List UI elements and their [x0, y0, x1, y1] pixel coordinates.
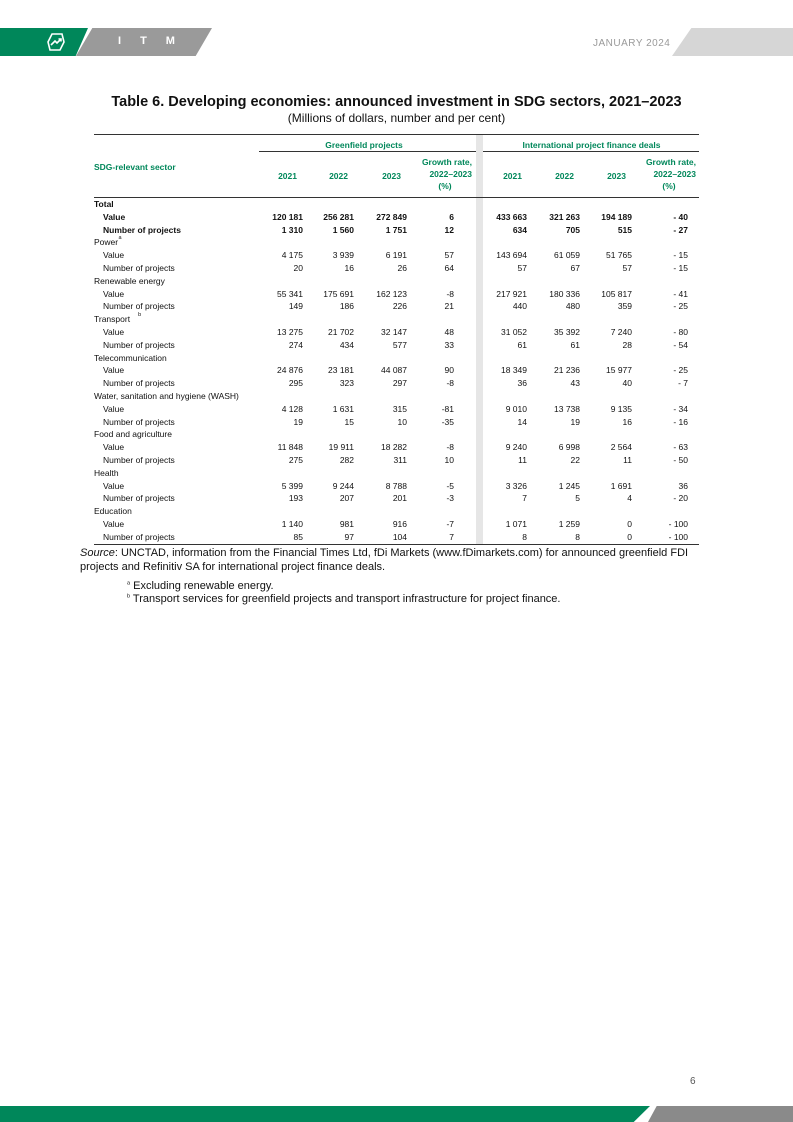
table-row: [94, 326, 699, 339]
table-cell: 433 663: [496, 211, 527, 222]
row-label: Value: [103, 288, 125, 299]
table-cell: 120 181: [272, 211, 303, 222]
table-cell: -35: [441, 416, 454, 427]
table-cell: 1 071: [505, 518, 527, 529]
table-cell: 217 921: [496, 288, 527, 299]
row-label: Value: [103, 480, 125, 491]
trend-logo-icon: [46, 32, 66, 52]
table-cell: 7: [522, 493, 527, 504]
brand-name: [118, 35, 194, 47]
table-cell: 67: [570, 262, 580, 273]
table-cell: -3: [446, 493, 454, 504]
table-cell: 295: [288, 378, 303, 389]
table-cell: 194 189: [601, 211, 632, 222]
table-cell: 9 240: [505, 442, 527, 453]
table-cell: 1 631: [332, 403, 354, 414]
footnote-mark: a: [127, 580, 131, 587]
table-cell: 57: [622, 262, 632, 273]
table-cell: 143 694: [496, 250, 527, 261]
table-row: [94, 377, 699, 390]
brand-letter: T: [140, 35, 150, 47]
table-cell: - 40: [673, 211, 688, 222]
table-cell: 207: [339, 493, 354, 504]
row-label: Value: [103, 326, 125, 337]
source-text: : UNCTAD, information from the Financial Times Ltd, fDi Markets (www.fDimarkets.com) for announced greenfield FDI projects and Refinitiv SA for international project finance deals.: [80, 547, 689, 573]
year-header: 2021: [503, 171, 522, 181]
table-cell: -5: [446, 480, 454, 491]
footnote-text: Excluding renewable energy.: [130, 580, 274, 592]
table-cell: - 25: [673, 301, 688, 312]
table-section-row: [94, 198, 699, 211]
year-header: 2023: [382, 171, 401, 181]
table-cell: 21 236: [554, 365, 580, 376]
table-cell: 515: [617, 224, 632, 235]
table-cell: 55 341: [277, 288, 303, 299]
growth-header-line: 2022–2023: [653, 169, 696, 179]
page-header: [0, 0, 793, 60]
table-cell: 24 876: [277, 365, 303, 376]
row-label: Telecommunication: [94, 352, 167, 363]
table-cell: - 41: [673, 288, 688, 299]
table-cell: 282: [339, 454, 354, 465]
table-cell: 634: [512, 224, 527, 235]
table-cell: 9 244: [332, 480, 354, 491]
table-cell: 97: [344, 531, 354, 542]
group-header-greenfield: Greenfield projects: [325, 140, 403, 150]
group-header-finance: International project finance deals: [522, 140, 661, 150]
table-cell: - 16: [673, 416, 688, 427]
footer-gray-banner: [648, 1106, 793, 1122]
row-label: Value: [103, 442, 125, 453]
table-cell: 275: [288, 454, 303, 465]
footnote-text: Transport services for greenfield projects and transport infrastructure for project finance.: [130, 593, 561, 605]
table-cell: 31 052: [501, 326, 527, 337]
table-cell: 916: [392, 518, 407, 529]
brand-letter: M: [165, 35, 178, 47]
table-cell: 15 977: [606, 365, 632, 376]
row-label: Total: [94, 199, 114, 209]
table-cell: 4 175: [281, 250, 303, 261]
table-cell: 8 788: [385, 480, 407, 491]
row-label: Number of projects: [103, 339, 175, 350]
table-cell: - 80: [673, 326, 688, 337]
table-cell: 274: [288, 339, 303, 350]
table-cell: 48: [444, 326, 454, 337]
table-cell: 162 123: [376, 288, 407, 299]
table-cell: 1 245: [558, 480, 580, 491]
table-row: [94, 403, 699, 416]
table-cell: 51 765: [606, 250, 632, 261]
table-cell: 14: [517, 416, 527, 427]
table-cell: 8: [522, 531, 527, 542]
page-number: 6: [690, 1076, 696, 1087]
table-cell: 1 259: [558, 518, 580, 529]
row-label: Renewable energy: [94, 275, 165, 286]
table-cell: -81: [441, 403, 454, 414]
table-cell: 26: [397, 262, 407, 273]
row-label: Water, sanitation and hygiene (WASH): [94, 390, 239, 401]
table-cell: 3 326: [505, 480, 527, 491]
table-cell: 8: [575, 531, 580, 542]
table-cell: 0: [627, 518, 632, 529]
table-cell: 105 817: [601, 288, 632, 299]
table-cell: 1 751: [385, 224, 407, 235]
growth-header-line: Growth rate,: [645, 157, 696, 167]
table-cell: - 100: [668, 518, 688, 529]
table-cell: 7: [449, 531, 454, 542]
table-cell: - 63: [673, 442, 688, 453]
table-cell: 36: [517, 378, 527, 389]
table-cell: 4 128: [281, 403, 303, 414]
table-cell: 0: [627, 531, 632, 542]
table-section-row: [94, 275, 699, 288]
table-row: [94, 441, 699, 454]
table-row: [94, 531, 699, 544]
table-section-row: [94, 313, 699, 326]
table-cell: 64: [444, 262, 454, 273]
table-cell: 5 399: [281, 480, 303, 491]
table-cell: - 54: [673, 339, 688, 350]
table-section-row: [94, 505, 699, 518]
table-cell: 11 848: [277, 442, 303, 453]
table-cell: 6 191: [385, 250, 407, 261]
table-cell: 480: [565, 301, 580, 312]
table-cell: 149: [288, 301, 303, 312]
footer-green-banner: [0, 1106, 650, 1122]
table-cell: 21 702: [328, 326, 354, 337]
table-cell: 19: [570, 416, 580, 427]
table-cell: - 27: [673, 224, 688, 235]
table-row: [94, 364, 699, 377]
table-cell: 22: [570, 454, 580, 465]
table-cell: 311: [393, 454, 407, 465]
table-cell: 2 564: [610, 442, 632, 453]
table-row: [94, 492, 699, 505]
table-cell: 186: [339, 301, 354, 312]
source-note: [80, 546, 700, 574]
table-cell: - 7: [678, 378, 688, 389]
table-cell: 1 140: [281, 518, 303, 529]
footnote: [127, 593, 561, 605]
row-label: Number of projects: [103, 262, 175, 273]
table-cell: 981: [339, 518, 354, 529]
table-cell: 18 349: [501, 365, 527, 376]
table-row: [94, 416, 699, 429]
table-cell: 1 310: [281, 224, 303, 235]
table-cell: 9 010: [505, 403, 527, 414]
table-cell: 1 560: [332, 224, 354, 235]
table-cell: - 15: [673, 250, 688, 261]
table-cell: 5: [575, 493, 580, 504]
table-row: [94, 262, 699, 275]
table-cell: 36: [678, 480, 688, 491]
row-label: Value: [103, 250, 125, 261]
table-row: [94, 518, 699, 531]
row-label: Value: [103, 365, 125, 376]
table-cell: - 50: [673, 454, 688, 465]
table-cell: 3 939: [332, 250, 354, 261]
year-header: 2023: [607, 171, 626, 181]
header-date-banner: [672, 28, 793, 56]
table-cell: 4: [627, 493, 632, 504]
row-label: Power: [94, 237, 119, 248]
table-cell: 226: [392, 301, 407, 312]
table-bottom-rule: [94, 544, 699, 545]
growth-header-line: Growth rate,: [421, 157, 472, 167]
table-cell: 104: [392, 531, 407, 542]
row-label: Number of projects: [103, 301, 175, 312]
table-subtitle: (Millions of dollars, number and per cent): [287, 111, 506, 125]
source-label: Source: [80, 547, 115, 559]
row-label: Health: [94, 467, 119, 478]
row-label: Value: [103, 211, 126, 222]
table-cell: 201: [392, 493, 407, 504]
footnote-mark: b: [127, 593, 131, 600]
investment-table: [94, 134, 699, 544]
table-cell: 19: [293, 416, 303, 427]
table-cell: 32 147: [381, 326, 407, 337]
row-label: Value: [103, 403, 125, 414]
table-cell: 33: [444, 339, 454, 350]
year-header: 2021: [278, 171, 297, 181]
table-cell: 11: [623, 454, 632, 465]
table-title: Table 6. Developing economies: announced investment in SDG sectors, 2021–2023: [111, 94, 682, 110]
table-cell: 85: [293, 531, 303, 542]
table-cell: 20: [293, 262, 303, 273]
table-cell: 23 181: [328, 365, 354, 376]
footnote: [127, 580, 274, 592]
table-cell: 175 691: [323, 288, 354, 299]
row-label: Value: [103, 518, 125, 529]
table-cell: 16: [622, 416, 632, 427]
group-rule-greenfield: [259, 151, 476, 152]
table-cell: - 34: [673, 403, 688, 414]
sector-column-header: SDG-relevant sector: [94, 162, 176, 172]
table-cell: 6: [449, 211, 454, 222]
table-cell: - 20: [673, 493, 688, 504]
row-label: Food and agriculture: [94, 429, 172, 440]
table-row: [94, 249, 699, 262]
row-label: Education: [94, 506, 132, 517]
growth-header-line: 2022–2023: [429, 169, 472, 179]
table-cell: -8: [446, 378, 454, 389]
table-cell: 9 135: [610, 403, 632, 414]
table-cell: 90: [444, 365, 454, 376]
table-cell: 61: [570, 339, 580, 350]
growth-rate-header: [626, 156, 696, 192]
year-header: 2022: [329, 171, 348, 181]
table-row: [94, 288, 699, 301]
table-row: [94, 454, 699, 467]
table-cell: 359: [617, 301, 632, 312]
row-label: Number of projects: [103, 224, 181, 235]
table-cell: -7: [446, 518, 454, 529]
table-cell: 180 336: [549, 288, 580, 299]
table-cell: 44 087: [381, 365, 407, 376]
table-cell: 40: [622, 378, 632, 389]
row-label: Number of projects: [103, 493, 175, 504]
table-cell: 57: [444, 250, 454, 261]
table-cell: -8: [446, 288, 454, 299]
table-cell: 21: [444, 301, 454, 312]
table-cell: 61 059: [554, 250, 580, 261]
table-section-row: [94, 352, 699, 365]
row-label: Number of projects: [103, 531, 175, 542]
growth-header-line: (%): [438, 181, 452, 191]
table-cell: 440: [512, 301, 527, 312]
table-cell: 193: [288, 493, 303, 504]
table-cell: 57: [517, 262, 527, 273]
table-cell: 256 281: [323, 211, 354, 222]
table-cell: 272 849: [376, 211, 407, 222]
table-cell: 577: [392, 339, 407, 350]
table-cell: -8: [446, 442, 454, 453]
table-row: [94, 211, 699, 224]
table-cell: 705: [565, 224, 580, 235]
table-cell: 19 911: [328, 442, 354, 453]
brand-letter: I: [118, 35, 125, 47]
table-cell: 13 275: [277, 326, 303, 337]
row-label: Number of projects: [103, 454, 175, 465]
table-cell: 10: [397, 416, 407, 427]
table-cell: 13 738: [554, 403, 580, 414]
table-cell: 12: [444, 224, 454, 235]
table-cell: 1 691: [610, 480, 632, 491]
table-cell: 323: [339, 378, 354, 389]
table-cell: 18 282: [381, 442, 407, 453]
table-cell: 6 998: [558, 442, 580, 453]
row-label: Number of projects: [103, 378, 175, 389]
table-row: [94, 339, 699, 352]
table-cell: 10: [444, 454, 454, 465]
report-date: JANUARY 2024: [593, 38, 671, 49]
table-row: [94, 224, 699, 237]
table-section-row: [94, 236, 699, 249]
growth-header-line: (%): [662, 181, 676, 191]
table-cell: 321 263: [549, 211, 580, 222]
row-label: Number of projects: [103, 416, 175, 427]
table-cell: 35 392: [554, 326, 580, 337]
table-cell: 28: [622, 339, 632, 350]
table-cell: 315: [392, 403, 407, 414]
table-cell: 15: [344, 416, 354, 427]
table-cell: 7 240: [610, 326, 632, 337]
table-cell: 16: [344, 262, 354, 273]
table-section-row: [94, 390, 699, 403]
table-cell: 61: [517, 339, 527, 350]
table-cell: 43: [570, 378, 580, 389]
table-cell: 434: [339, 339, 354, 350]
table-row: [94, 300, 699, 313]
table-top-rule: [94, 134, 699, 135]
row-label-footnote-mark: a: [118, 235, 122, 242]
table-body: [94, 198, 699, 544]
table-section-row: [94, 428, 699, 441]
header-green-banner: [0, 28, 88, 56]
table-cell: - 15: [673, 262, 688, 273]
table-cell: - 100: [668, 531, 688, 542]
table-cell: 297: [392, 378, 407, 389]
group-rule-finance: [483, 151, 699, 152]
table-section-row: [94, 467, 699, 480]
table-cell: 11: [518, 454, 527, 465]
year-header: 2022: [555, 171, 574, 181]
table-row: [94, 480, 699, 493]
row-label: Transport: [94, 314, 131, 325]
row-label-footnote-mark: b: [138, 312, 142, 319]
table-cell: - 25: [673, 365, 688, 376]
